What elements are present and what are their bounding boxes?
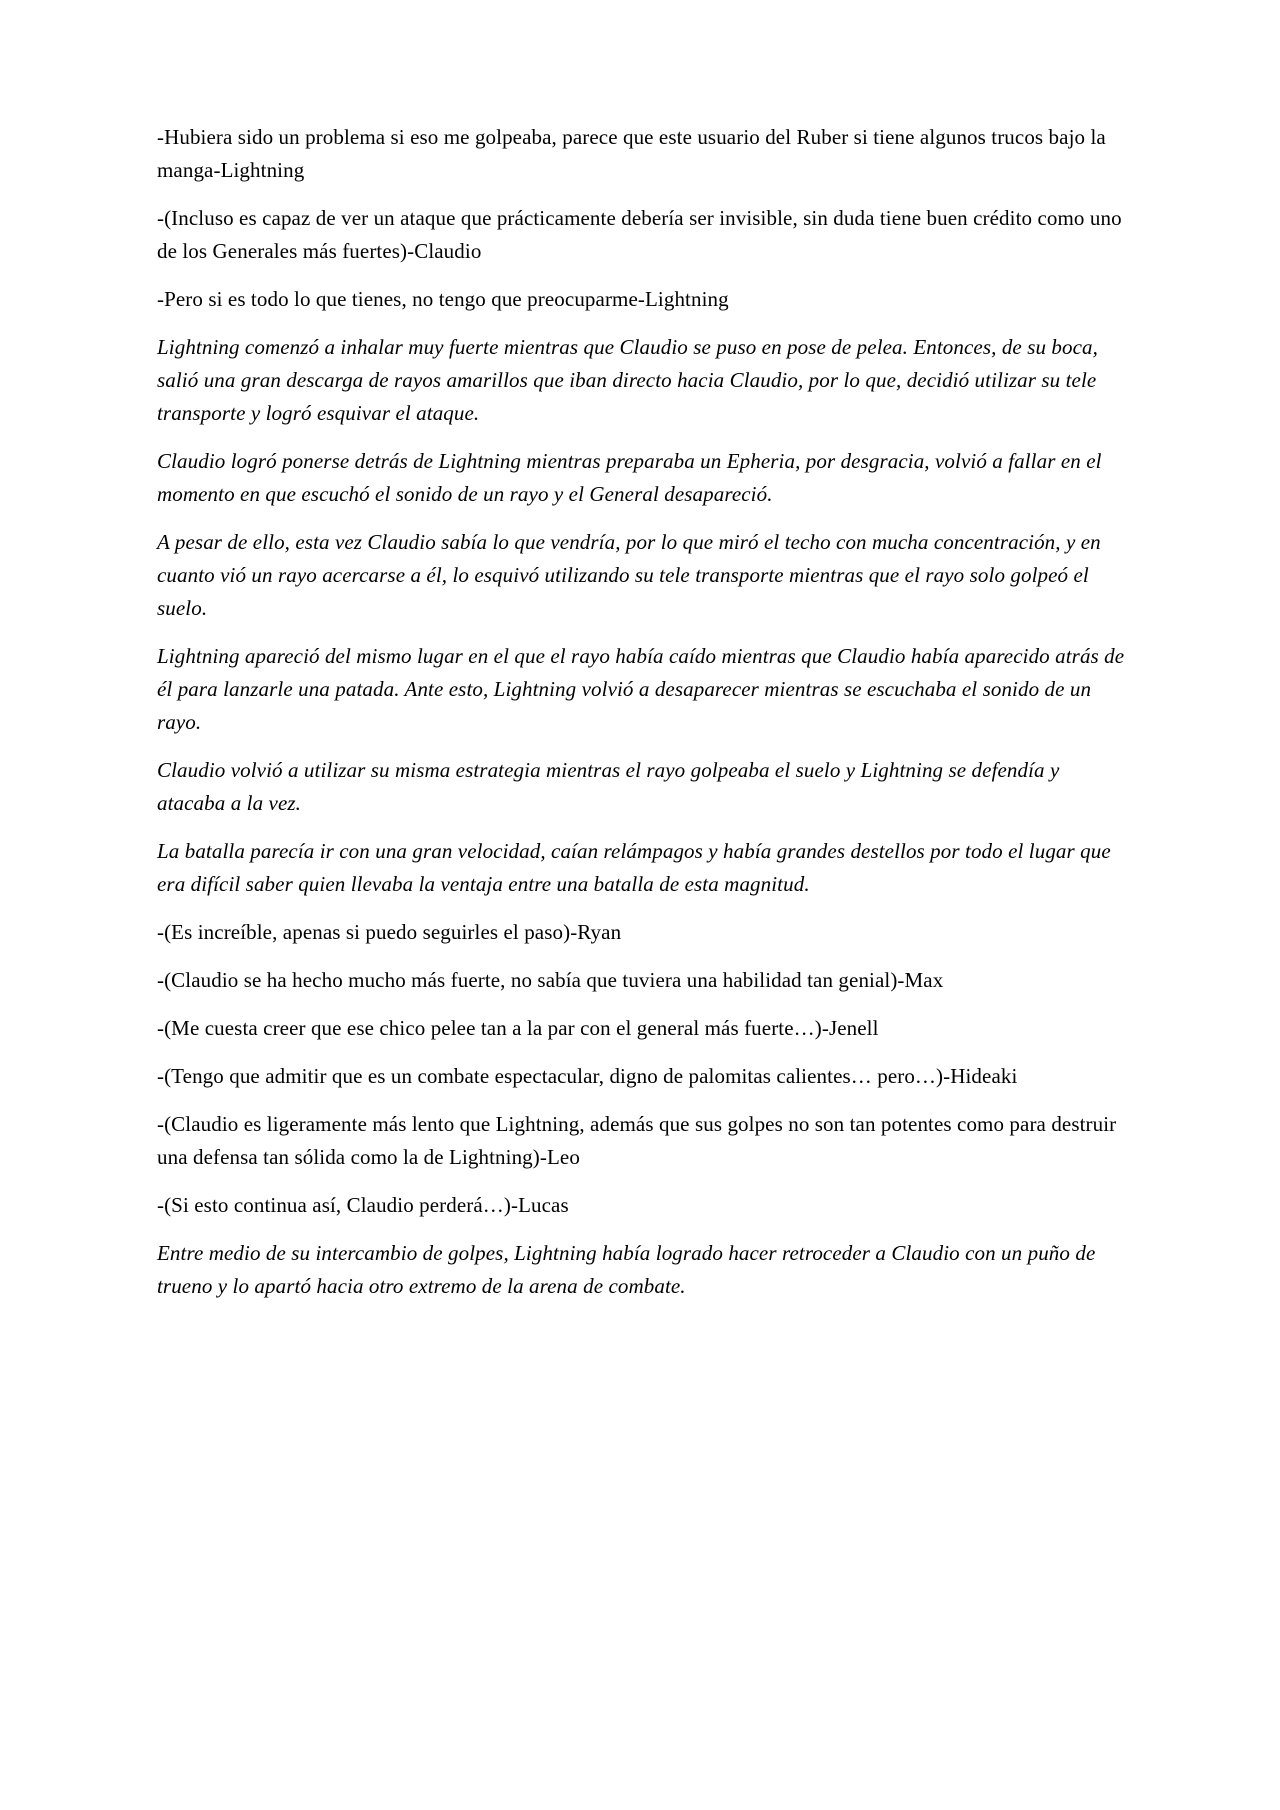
paragraph-7: Lightning apareció del mismo lugar en el que el rayo había caído mientras que Claudio había aparecido atrás de él para lanzarle una patada. Ante esto, Lightning volvió a desaparecer mientras se escuchaba el sonido de un rayo. (157, 644, 1125, 734)
paragraph-12: -(Me cuesta creer que ese chico pelee tan a la par con el general más fuerte…)-Jenell (157, 1016, 879, 1040)
paragraph-4: Lightning comenzó a inhalar muy fuerte mientras que Claudio se puso en pose de pelea. Entonces, de su boca, salió una gran descarga de rayos amarillos que iban directo hacia Claudio, por lo que, decidió utilizar su tele transporte y logró esquivar el ataque. (157, 335, 1098, 425)
paragraph-16: Entre medio de su intercambio de golpes, Lightning había logrado hacer retroceder a Claudio con un puño de trueno y lo apartó hacia otro extremo de la arena de combate. (157, 1241, 1096, 1298)
paragraph-10: -(Es increíble, apenas si puedo seguirles el paso)-Ryan (157, 920, 622, 944)
paragraph-13: -(Tengo que admitir que es un combate espectacular, digno de palomitas calientes… pero…)-Hideaki (157, 1064, 1018, 1088)
paragraph-2: -(Incluso es capaz de ver un ataque que prácticamente debería ser invisible, sin duda tiene buen crédito como uno de los Generales más fuertes)-Claudio (157, 206, 1122, 263)
paragraph-8: Claudio volvió a utilizar su misma estrategia mientras el rayo golpeaba el suelo y Lightning se defendía y atacaba a la vez. (157, 758, 1060, 815)
paragraph-9: La batalla parecía ir con una gran velocidad, caían relámpagos y había grandes destellos por todo el lugar que era difícil saber quien llevaba la ventaja entre una batalla de esta magnitud. (157, 839, 1111, 896)
paragraph-14: -(Claudio es ligeramente más lento que Lightning, además que sus golpes no son tan potentes como para destruir una defensa tan sólida como la de Lightning)-Leo (157, 1112, 1117, 1169)
paragraph-5: Claudio logró ponerse detrás de Lightning mientras preparaba un Epheria, por desgracia, volvió a fallar en el momento en que escuchó el sonido de un rayo y el General desapareció. (157, 449, 1102, 506)
paragraph-1: -Hubiera sido un problema si eso me golpeaba, parece que este usuario del Ruber si tiene algunos trucos bajo la manga-Lightning (157, 125, 1106, 182)
paragraph-3: -Pero si es todo lo que tienes, no tengo que preocuparme-Lightning (157, 287, 729, 311)
paragraph-11: -(Claudio se ha hecho mucho más fuerte, no sabía que tuviera una habilidad tan genial)-Max (157, 968, 944, 992)
paragraph-15: -(Si esto continua así, Claudio perderá…)-Lucas (157, 1193, 569, 1217)
paragraph-6: A pesar de ello, esta vez Claudio sabía lo que vendría, por lo que miró el techo con mucha concentración, y en cuanto vió un rayo acercarse a él, lo esquivó utilizando su tele transporte mientras que el rayo solo golpeó el suelo. (157, 530, 1101, 620)
document-body (157, 121, 1125, 1318)
